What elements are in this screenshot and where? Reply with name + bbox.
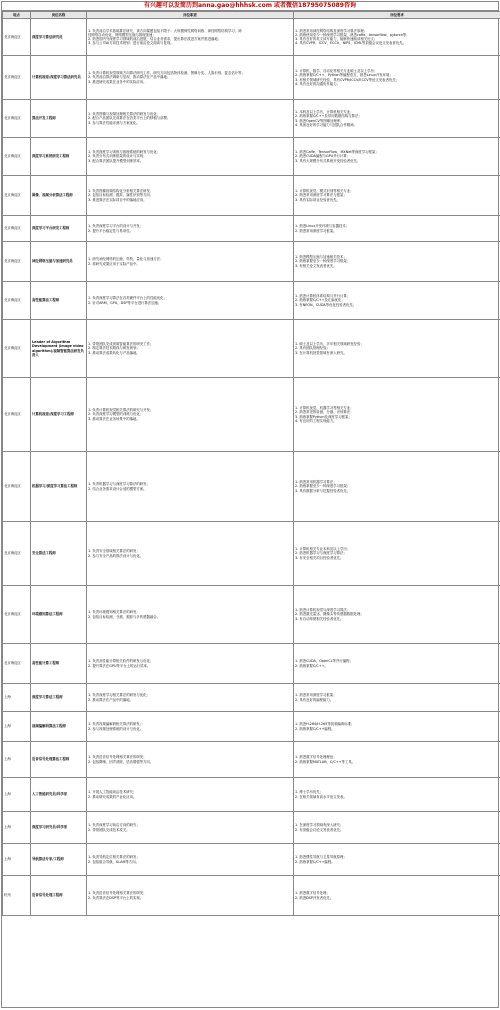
table-row xyxy=(3,216,500,242)
table-row xyxy=(3,19,500,56)
requirements-line: 1. 计算机视觉、模式识别等相关专业； xyxy=(295,189,499,193)
requirements-line: 3. 在计算机视觉领域有深入研究。 xyxy=(295,351,499,355)
cell-requirements xyxy=(294,844,500,876)
cell-duties xyxy=(87,644,294,684)
requirements-line: 3. 有相关论文发表者优先。 xyxy=(295,264,499,268)
cell-requirements xyxy=(294,19,500,56)
cell-requirements xyxy=(294,712,500,742)
cell-requirements xyxy=(294,320,500,378)
requirements-line: 2. 熟练掌握C/C++及常用数据结构与算法； xyxy=(295,114,499,118)
header-duties: 岗位职责 xyxy=(87,12,294,19)
cell-requirements xyxy=(294,876,500,916)
cell-position: 安全算法工程师 xyxy=(31,522,87,586)
cell-location: 上海 xyxy=(3,778,31,812)
contact-banner: 有兴趣可以发简历到anna.gao@hhhsk.com 或者微信18795075089咨询 xyxy=(2,2,498,11)
cell-position: 高性能算法工程师 xyxy=(31,282,87,320)
duties-line: 3. 参与算法性能评测与方案优化。 xyxy=(88,121,292,125)
job-table xyxy=(2,11,500,916)
cell-position: 视频编解码算法工程师 xyxy=(31,712,87,742)
cell-location: 上海 xyxy=(3,684,31,712)
cell-location: 北京海淀区 xyxy=(3,19,31,56)
table-row xyxy=(3,742,500,778)
duties-line: 2. 将研究成果应用于实际产品中。 xyxy=(88,262,292,266)
duties-line: 1. 负责图像与视频处理相关算法的研发与优化； xyxy=(88,112,292,116)
table-row xyxy=(3,644,500,684)
cell-requirements xyxy=(294,586,500,644)
requirements-line: 1. 熟悉Caffe、TensorFlow、MXNet等深度学习框架； xyxy=(295,150,499,154)
requirements-line: 1. 硕士及以上学历，多年相关领域研发经验； xyxy=(295,342,499,346)
table-row xyxy=(3,586,500,644)
requirements-line: 1. 熟悉计算机视觉与深度学习算法； xyxy=(295,608,499,612)
requirements-line: 2. 熟悉激光雷达、摄像头等传感器数据处理； xyxy=(295,612,499,616)
requirements-line: 2. 有顶级会议论文发表者优先。 xyxy=(295,828,499,832)
cell-location: 北京海淀区 xyxy=(3,56,31,100)
cell-requirements xyxy=(294,56,500,100)
duties-line: 1. 负责前沿学术基础算法研究，该方向课题包括不限于：大规模弹性网络训练、神经网络结构学习、神 xyxy=(88,29,292,33)
requirements-line: 2. 熟练掌握至少一种深度学习框架； xyxy=(295,259,499,263)
table-row xyxy=(3,176,500,216)
duties-line: 1. 负责图像视频结构化分析相关算法研发； xyxy=(88,189,292,193)
requirements-line: 1. 熟悉模型压缩与加速相关技术； xyxy=(295,255,499,259)
duties-line: 1. 负责语音信号处理相关算法的研发； xyxy=(88,891,292,895)
cell-position: 深度学习研究员/科学家 xyxy=(31,812,87,844)
duties-line: 2. 包括组合导航、SLAM等方向。 xyxy=(88,860,292,864)
cell-location: 上海 xyxy=(3,712,31,742)
cell-duties xyxy=(87,778,294,812)
job-listing-page xyxy=(1,1,499,1008)
cell-location: 上海 xyxy=(3,742,31,778)
duties-line: 2. 参与视频处理系统的设计与优化。 xyxy=(88,727,292,731)
requirements-line: 2. 熟悉机器学习与深度学习算法； xyxy=(295,551,499,555)
cell-position: 语音信号处理算法工程师 xyxy=(31,742,87,778)
requirements-line: 2. 熟练掌握C/C++及汇编优化； xyxy=(295,298,499,302)
requirements-line: 1. 熟悉常用机器学习算法； xyxy=(295,480,499,484)
duties-line: 1. 负责环境感知相关算法的研发； xyxy=(88,610,292,614)
cell-position: 深度学习平台研发工程师 xyxy=(31,216,87,242)
duties-line: 1. 负责计算机视觉领域方向算法研究工作，研究方向包括物体检测、图像分类、人脸识别、姿态估计等； xyxy=(88,71,292,75)
cell-position: 导航算法专家/工程师 xyxy=(31,844,87,876)
duties-line: 3. 推进研究成果在业务中的实际应用。 xyxy=(88,80,292,84)
cell-requirements xyxy=(294,644,500,684)
duties-line: 2. 负责分布式训练框架的设计与实现； xyxy=(88,154,292,158)
header-requirements: 岗位要求 xyxy=(294,12,500,19)
requirements-line: 3. 有安全相关项目经验者优先。 xyxy=(295,556,499,560)
duties-line: 1. 负责深度学习前沿方向的研究； xyxy=(88,823,292,827)
duties-line: 2. 包括目标检测、分割、跟踪与多传感器融合。 xyxy=(88,615,292,619)
cell-location: 北京海淀区 xyxy=(3,282,31,320)
cell-duties xyxy=(87,586,294,644)
cell-requirements xyxy=(294,812,500,844)
cell-location: 北京海淀区 xyxy=(3,586,31,644)
cell-location: 上海 xyxy=(3,812,31,844)
requirements-line: 2. 熟练掌握C/C++。 xyxy=(295,664,499,668)
cell-requirements xyxy=(294,684,500,712)
duties-line: 1. 负责深度学习算法在各类硬件平台上的性能优化； xyxy=(88,296,292,300)
cell-duties xyxy=(87,742,294,778)
cell-duties xyxy=(87,378,294,452)
duties-line: 3. 参与公司AI方向技术规划；进行前沿论文阅读与复现。 xyxy=(88,41,292,45)
cell-duties xyxy=(87,100,294,138)
requirements-line: 3. 具有数据分析与挖掘经验者优先。 xyxy=(295,489,499,493)
requirements-line: 1. 熟悉H.264/H.265等视频编码标准； xyxy=(295,722,499,726)
duties-line: 1. 开展人工智能前沿技术研究； xyxy=(88,790,292,794)
requirements-line: 2. 熟悉CUDA编程与GPU并行计算； xyxy=(295,154,499,158)
table-row xyxy=(3,138,500,176)
duties-line: 1. 负责深度学习训练与推理系统的研发与优化； xyxy=(88,150,292,154)
cell-location: 北京海淀区 xyxy=(3,644,31,684)
requirements-line: 2. 熟悉常用深度学习框架。 xyxy=(295,229,499,233)
duties-line: 3. 推进算法在实际项目中的落地应用。 xyxy=(88,198,292,202)
duties-line: 1. 负责安全领域相关算法的研发； xyxy=(88,549,292,553)
cell-position: 环境感知算法工程师 xyxy=(31,586,87,644)
cell-requirements xyxy=(294,452,500,522)
table-row xyxy=(3,876,500,916)
cell-requirements xyxy=(294,522,500,586)
duties-line: 2. 参与安全产品的算法设计与优化。 xyxy=(88,554,292,558)
duties-line: 2. 推动算法在产品中的落地。 xyxy=(88,698,292,702)
table-row xyxy=(3,844,500,876)
requirements-line: 4. 有良好的工程实现能力。 xyxy=(295,419,499,423)
cell-location: 上海 xyxy=(3,844,31,876)
duties-line: 2. 熟悉国内外深度学习领域的前沿进展，结合业务需求，提出算法改进方案并推进落地； xyxy=(88,37,292,41)
cell-position: 深度学习算法研究员 xyxy=(31,19,87,56)
duties-line: 1. 负责深度学习平台的设计与开发； xyxy=(88,224,292,228)
cell-position: 计算机视觉/深度学习工程师 xyxy=(31,378,87,452)
requirements-line: 3. 具有大规模分布式系统开发经验者优先。 xyxy=(295,159,499,163)
requirements-line: 3. 有自动驾驶相关经验者优先。 xyxy=(295,617,499,621)
requirements-line: 2. 熟练掌握C/C++编程。 xyxy=(295,727,499,731)
table-row xyxy=(3,378,500,452)
requirements-line: 3. 熟悉OpenCV等图像处理库； xyxy=(295,119,499,123)
cell-duties xyxy=(87,138,294,176)
cell-position: 深度学习算法工程师 xyxy=(31,684,87,712)
requirements-line: 1. 计算机、数学、自动化等相关专业硕士及以上学历； xyxy=(295,69,499,73)
cell-location: 北京海淀区 xyxy=(3,100,31,138)
requirements-line: 2. 熟练掌握至少一种深度学习框架； xyxy=(295,484,499,488)
cell-location: 北京海淀区 xyxy=(3,138,31,176)
requirements-line: 1. 熟悉数字信号处理； xyxy=(295,891,499,895)
requirements-line: 1. 熟悉Linux开发环境与容器技术； xyxy=(295,224,499,228)
cell-location: 北京海淀区 xyxy=(3,320,31,378)
requirements-line: 3. 有NEON、CUDA等优化经验者优先。 xyxy=(295,303,499,307)
cell-requirements xyxy=(294,176,500,216)
duties-line: 2. 推动研究成果的产业化应用。 xyxy=(88,795,292,799)
table-row xyxy=(3,778,500,812)
table-row xyxy=(3,452,500,522)
cell-position: 高性能计算工程师 xyxy=(31,644,87,684)
duties-line: 1. 负责机器学习与深度学习算法的研发； xyxy=(88,482,292,486)
duties-line: 1. 带领团队完成视频智能算法的研发工作； xyxy=(88,342,292,346)
table-row xyxy=(3,242,500,282)
cell-position: 计算机视觉/深度学习算法研究员 xyxy=(31,56,87,100)
table-row xyxy=(3,522,500,586)
header-location: 地点 xyxy=(3,12,31,19)
requirements-line: 1. 熟悉数字信号处理理论； xyxy=(295,755,499,759)
requirements-line: 1. 计算机视觉、机器学习等相关专业； xyxy=(295,406,499,410)
cell-duties xyxy=(87,282,294,320)
requirements-line: 2. 在相关领域有高水平论文发表。 xyxy=(295,795,499,799)
table-row xyxy=(3,56,500,100)
requirements-line: 4. 具有CVPR、ICCV、ECCV、NIPS、ICML等顶级会议论文发表者优先。 xyxy=(295,41,499,45)
requirements-line: 3. 具有实际项目经验者优先。 xyxy=(295,198,499,202)
requirements-line: 1. 熟悉计算机体系结构与并行计算； xyxy=(295,294,499,298)
cell-requirements xyxy=(294,138,500,176)
cell-duties xyxy=(87,19,294,56)
duties-line: 1. 负责导航定位相关算法的研发； xyxy=(88,855,292,859)
cell-position: 图像、视频分析算法工程师 xyxy=(31,176,87,216)
requirements-line: 1. 熟悉惯性导航与卫星导航原理； xyxy=(295,855,499,859)
duties-line: 2. 配合产品团队完成算法在各类平台上的移植与部署； xyxy=(88,116,292,120)
cell-requirements xyxy=(294,778,500,812)
cell-duties xyxy=(87,452,294,522)
cell-location: 杭州 xyxy=(3,876,31,916)
cell-duties xyxy=(87,876,294,916)
cell-duties xyxy=(87,176,294,216)
requirements-line: 2. 具有良好的编程能力。 xyxy=(295,698,499,702)
requirements-line: 1. 熟悉常用深度学习框架； xyxy=(295,693,499,697)
cell-position: 机器学习/深度学习算法工程师 xyxy=(31,452,87,522)
cell-duties xyxy=(87,522,294,586)
cell-duties xyxy=(87,216,294,242)
requirements-line: 1. 熟悉常用神经网络结构及深度学习算法原理； xyxy=(295,29,499,33)
duties-line: 经网络自动优化、网络模型压缩与推理加速； xyxy=(88,33,292,37)
duties-line: 2. 提升算法在GPU等平台上的运行效率。 xyxy=(88,664,292,668)
duties-line: 2. 包括降噪、回声消除、语音增强等方向。 xyxy=(88,760,292,764)
requirements-line: 1. 熟悉CUDA、OpenCL等并行编程； xyxy=(295,659,499,663)
requirements-line: 3. 熟练掌握Python及深度学习框架； xyxy=(295,415,499,419)
table-header-row xyxy=(3,12,500,19)
cell-position: 语音信号处理工程师 xyxy=(31,876,87,916)
duties-line: 3. 推动算法成果转化与产品落地。 xyxy=(88,351,292,355)
requirements-line: 1. 本科及以上学历，计算机相关专业； xyxy=(295,110,499,114)
cell-duties xyxy=(87,844,294,876)
cell-duties xyxy=(87,712,294,742)
requirements-line: 2. 熟悉DSP开发者优先。 xyxy=(295,896,499,900)
cell-location: 北京海淀区 xyxy=(3,452,31,522)
requirements-line: 1. 博士学历优先； xyxy=(295,790,499,794)
duties-line: 1. 负责语音信号处理相关算法的研发； xyxy=(88,755,292,759)
cell-requirements xyxy=(294,216,500,242)
duties-line: 1. 负责深度学习相关算法的研发与优化； xyxy=(88,693,292,697)
cell-position: Leader of Algorithm Development (image video algorithm)/视频智能算法研发负责人 xyxy=(31,320,87,378)
requirements-line: 4. 具备良好的学习能力与团队合作精神。 xyxy=(295,123,499,127)
cell-location: 北京海淀区 xyxy=(3,216,31,242)
duties-line: 1. 负责高性能计算相关软件的研发与优化； xyxy=(88,659,292,663)
cell-position: 算法开发工程师 xyxy=(31,100,87,138)
requirements-line: 2. 熟练使用至少一种深度学习框架，熟悉caffe、tensorflow、pytorch等； xyxy=(295,33,499,37)
cell-requirements xyxy=(294,282,500,320)
table-row xyxy=(3,320,500,378)
requirements-line: 2. 熟练掌握C/C++编程。 xyxy=(295,860,499,864)
duties-line: 2. 带领团队完成技术攻关。 xyxy=(88,828,292,832)
duties-line: 2. 结合业务需求设计合适的模型方案。 xyxy=(88,487,292,491)
cell-location: 北京海淀区 xyxy=(3,378,31,452)
header-position: 岗位名称 xyxy=(31,12,87,19)
duties-line: 2. 负责前沿算法调研与复现，推动算法在产品中落地； xyxy=(88,75,292,79)
duties-line: 2. 包括目标检测、跟踪、属性识别等方向； xyxy=(88,193,292,197)
cell-requirements xyxy=(294,378,500,452)
cell-duties xyxy=(87,242,294,282)
cell-location: 北京海淀区 xyxy=(3,522,31,586)
cell-location: 北京海淀区 xyxy=(3,176,31,216)
requirements-line: 4. 具有良好的沟通协作能力。 xyxy=(295,82,499,86)
cell-requirements xyxy=(294,100,500,138)
cell-requirements xyxy=(294,742,500,778)
requirements-line: 2. 熟悉常用深度学习算法与框架； xyxy=(295,193,499,197)
table-row xyxy=(3,282,500,320)
cell-duties xyxy=(87,320,294,378)
duties-line: 1. 负责视频编解码相关算法的研发； xyxy=(88,722,292,726)
requirements-line: 2. 熟悉常见的检测、分割、识别算法； xyxy=(295,410,499,414)
duties-line: 3. 配合算法团队提升模型训练效率。 xyxy=(88,159,292,163)
duties-line: 2. 制定算法技术路线与研发规划； xyxy=(88,346,292,350)
cell-duties xyxy=(87,684,294,712)
cell-duties xyxy=(87,812,294,844)
table-row xyxy=(3,684,500,712)
requirements-line: 2. 熟练掌握C/C++、Python等编程语言，熟悉Linux开发环境； xyxy=(295,73,499,77)
cell-position: 深度学习系统研发工程师 xyxy=(31,138,87,176)
requirements-line: 1. 在深度学习领域有深入研究； xyxy=(295,823,499,827)
table-row xyxy=(3,712,500,742)
cell-requirements xyxy=(294,242,500,282)
duties-line: 2. 负责算法在DSP等平台上的实现。 xyxy=(88,896,292,900)
requirements-line: 3. 有相关领域研究经验，具有CVPR/ICCV/ECCV等论文发表者优先； xyxy=(295,78,499,82)
duties-line: 2. 负责深度学习模型的训练与优化； xyxy=(88,412,292,416)
table-row xyxy=(3,812,500,844)
requirements-line: 1. 计算机相关专业本科及以上学历； xyxy=(295,547,499,551)
table-row xyxy=(3,100,500,138)
cell-location: 北京海淀区 xyxy=(3,242,31,282)
duties-line: 3. 推动算法在业务场景中的落地。 xyxy=(88,417,292,421)
duties-line: 1. 负责计算机视觉相关算法的研究与开发； xyxy=(88,408,292,412)
duties-line: 2. 提升平台稳定性与易用性。 xyxy=(88,229,292,233)
cell-duties xyxy=(87,56,294,100)
duties-line: 2. 针对ARM、GPU、DSP等平台进行算法加速。 xyxy=(88,301,292,305)
duties-line: 1. 研究神经网络的压缩、剪枝、量化与加速方法； xyxy=(88,257,292,261)
cell-position: 人工智能研究员/科学家 xyxy=(31,778,87,812)
requirements-line: 2. 熟练掌握MATLAB、C/C++等工具。 xyxy=(295,760,499,764)
requirements-line: 3. 具有良好的英文读写能力，能够快速阅读相关论文； xyxy=(295,37,499,41)
cell-position: 神经网络压缩与加速研究员 xyxy=(31,242,87,282)
requirements-line: 2. 具有团队管理经验； xyxy=(295,346,499,350)
